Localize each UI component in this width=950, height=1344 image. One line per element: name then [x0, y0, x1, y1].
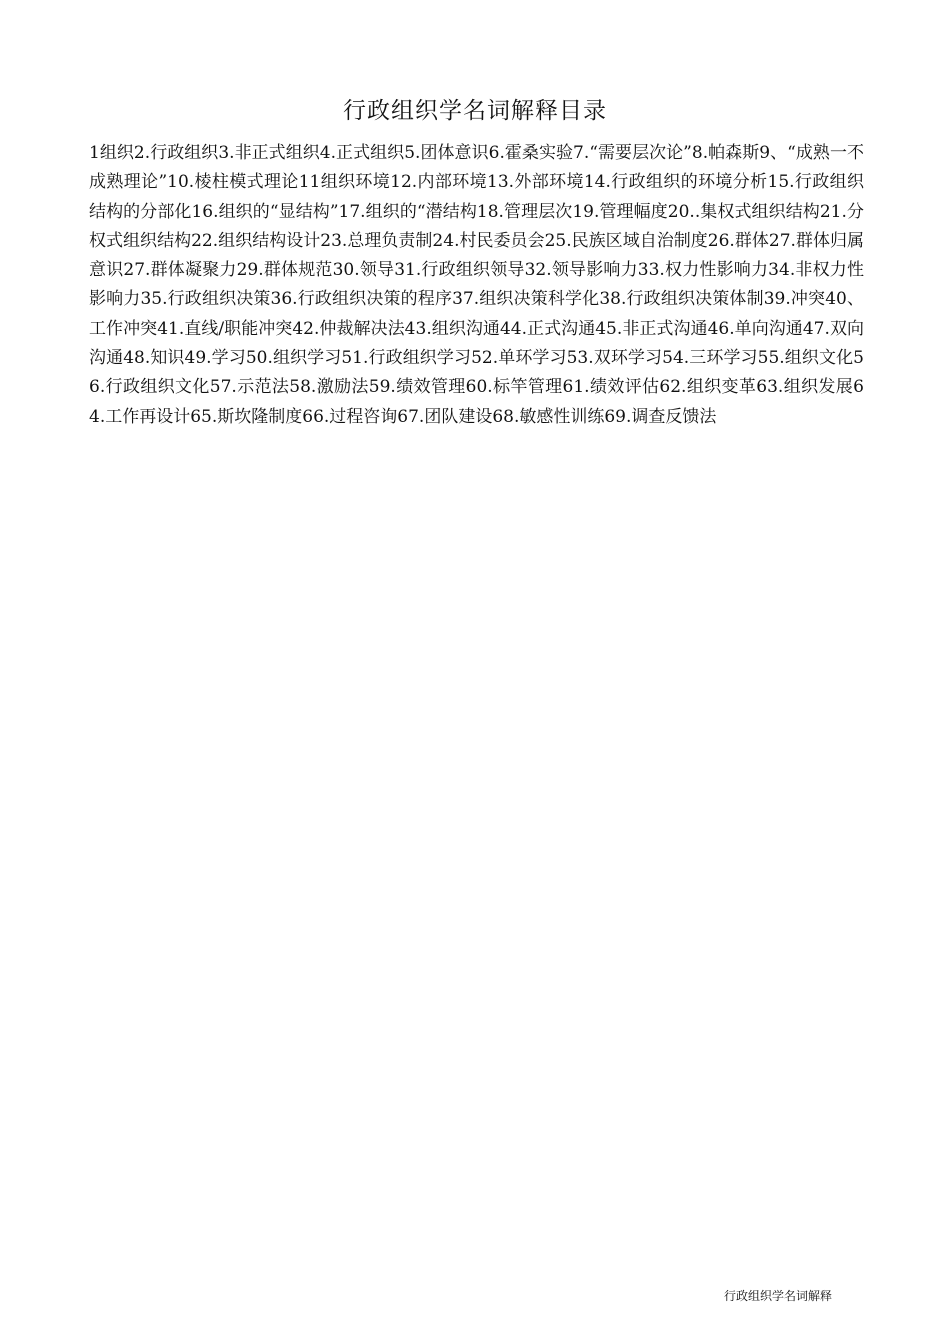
toc-text: 1组织2.行政组织3.非正式组织4.正式组织5.团体意识6.霍桑实验7.“需要层次论”8.帕森斯9、“成熟一不成熟理论”10.棱柱模式理论11组织环境12.内部环境13.外部环境14.行政组织的环境分析15.行政组织结构的分部化16.组织的“显结构”17.组织的“潜结构18.管理层次19.管理幅度20..集权式组织结构21.分权式组织结构22.组织结构设计23.总理负责制24.村民委员会25.民族区域自治制度26.群体27.群体归属意识27.群体凝聚力29.群体规范30.领导31.行政组织领导32.领导影响力33.权力性影响力34.非权力性影响力35.行政组织决策36.行政组织决策的程序37.组织决策科学化38.行政组织决策体制39.冲突40、工作冲突41.直线/职能冲突42.仲裁解决法43.组织沟通44.正式沟通45.非正式沟通46.单向沟通47.双向沟通48.知识49.学习50.组织学习51.行政组织学习52.单环学习53.双环学习54.三环学习55.组织文化56.行政组织文化57.示范法58.激励法59.绩效管理60.标竿管理61.绩效评估62.组织变革63.组织发展64.工作再设计65.斯坎隆制度66.过程咨询67.团队建设68.敏感性训练69.调查反馈法: [89, 143, 864, 427]
footer-label: 行政组织学名词解释: [724, 1289, 833, 1303]
page-title: 行政组织学名词解释目录: [343, 98, 607, 124]
